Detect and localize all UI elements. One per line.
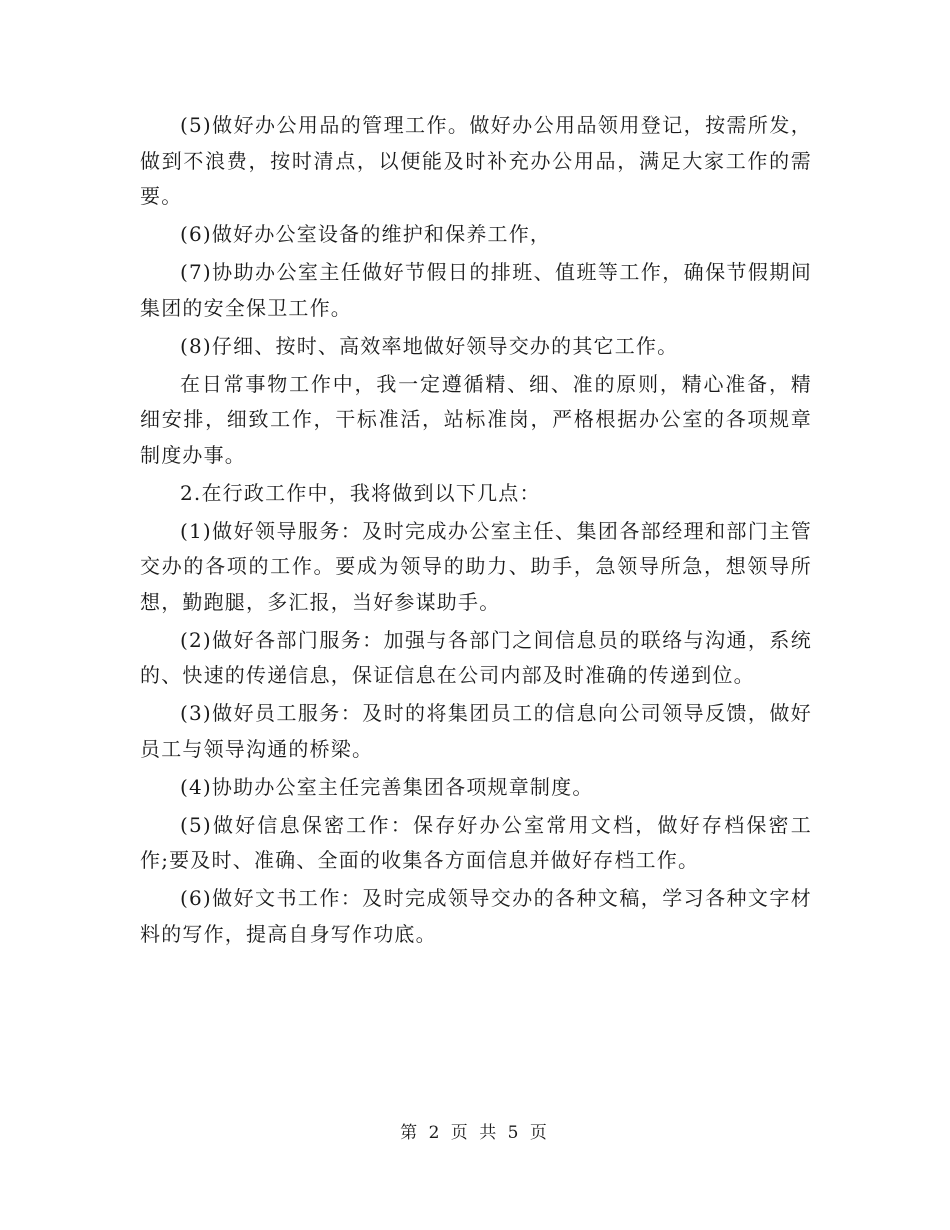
paragraph: (5)做好办公用品的管理工作。做好办公用品领用登记，按需所发，做到不浪费，按时清点，以便能及时补充办公用品，满足大家工作的需要。	[140, 113, 812, 208]
paragraph: (1)做好领导服务：及时完成办公室主任、集团各部经理和部门主管交办的各项的工作。要成为领导的助力、助手，急领导所急，想领导所想，勤跑腿，多汇报，当好参谋助手。	[140, 518, 812, 614]
page-number: 第 2 页 共 5 页	[400, 1123, 550, 1143]
paragraph: 2.在行政工作中，我将做到以下几点：	[180, 480, 541, 505]
paragraph: (6)做好文书工作：及时完成领导交办的各种文稿，学习各种文字材料的写作，提高自身写作功底。	[140, 886, 812, 946]
paragraph: 在日常事物工作中，我一定遵循精、细、准的原则，精心准备，精细安排，细致工作，干标准活，站标准岗，严格根据办公室的各项规章制度办事。	[140, 371, 812, 467]
paragraph: (5)做好信息保密工作：保存好办公室常用文档，做好存档保密工作;要及时、准确、全面的收集各方面信息并做好存档工作。	[140, 812, 812, 872]
paragraph: (2)做好各部门服务：加强与各部门之间信息员的联络与沟通，系统的、快速的传递信息，保证信息在公司内部及时准确的传递到位。	[140, 627, 812, 687]
paragraph: (4)协助办公室主任完善集团各项规章制度。	[180, 774, 594, 799]
paragraph: (8)仔细、按时、高效率地做好领导交办的其它工作。	[180, 333, 679, 358]
paragraph: (3)做好员工服务：及时的将集团员工的信息向公司领导反馈，做好员工与领导沟通的桥梁。	[140, 701, 812, 761]
document-body	[140, 108, 812, 952]
paragraph: (6)做好办公室设备的维护和保养工作，	[180, 222, 552, 246]
paragraph: (7)协助办公室主任做好节假日的排班、值班等工作，确保节假期间集团的安全保卫工作。	[140, 260, 812, 320]
